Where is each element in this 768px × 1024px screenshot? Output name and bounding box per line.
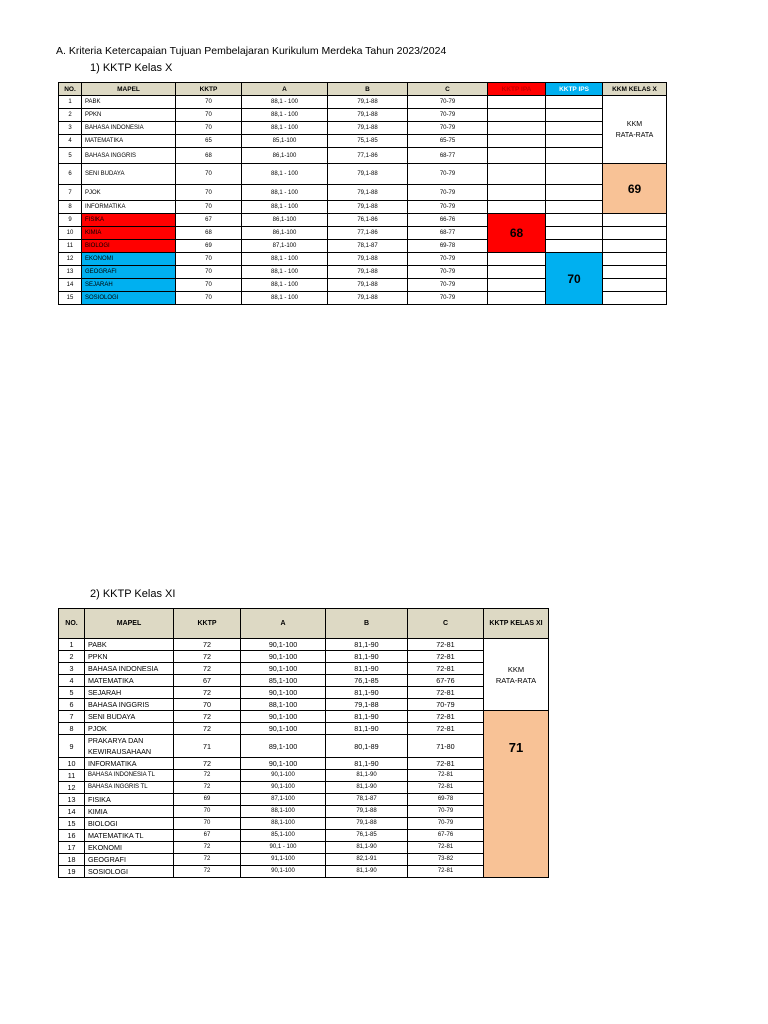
- cell-b: 79,1-88: [328, 109, 408, 122]
- header-kktp-ipa: KKTP IPA: [488, 83, 546, 96]
- cell-kktp: 70: [176, 185, 242, 201]
- cell-kktp: 71: [174, 735, 241, 758]
- header-a: A: [242, 83, 328, 96]
- table-row: [59, 148, 667, 164]
- table-row: [59, 735, 549, 758]
- cell-c: 71-80: [408, 735, 484, 758]
- cell-c: 70-79: [408, 185, 488, 201]
- cell-mapel: MATEMATIKA TL: [85, 830, 174, 842]
- cell-a: 90,1 - 100: [241, 842, 326, 854]
- cell-no: 9: [59, 214, 82, 227]
- cell-empty: [488, 148, 546, 164]
- cell-kktp: 72: [174, 854, 241, 866]
- cell-empty: [603, 227, 667, 240]
- cell-no: 6: [59, 164, 82, 185]
- table-header-row: [59, 83, 667, 96]
- cell-mapel: BAHASA INGGRIS TL: [85, 782, 174, 794]
- cell-b: 81,1-90: [326, 758, 408, 770]
- cell-mapel: PABK: [82, 96, 176, 109]
- table-row: [59, 122, 667, 135]
- header-c: C: [408, 83, 488, 96]
- kkm-label-line2: RATA-RATA: [615, 131, 654, 139]
- cell-a: 85,1-100: [242, 135, 328, 148]
- cell-a: 90,1-100: [241, 866, 326, 878]
- cell-no: 3: [59, 122, 82, 135]
- header-b: B: [328, 83, 408, 96]
- header-kktp: KKTP: [176, 83, 242, 96]
- cell-b: 81,1-90: [326, 866, 408, 878]
- cell-b: 81,1-90: [326, 663, 408, 675]
- cell-mapel: SOSIOLOGI: [85, 866, 174, 878]
- cell-no: 8: [59, 201, 82, 214]
- cell-mapel: INFORMATIKA: [82, 201, 176, 214]
- cell-empty: [546, 164, 603, 185]
- cell-c: 67-76: [408, 675, 484, 687]
- kktp-ipa-value: 68: [488, 214, 546, 253]
- cell-kktp: 70: [174, 806, 241, 818]
- cell-b: 82,1-91: [326, 854, 408, 866]
- cell-a: 90,1-100: [241, 711, 326, 723]
- cell-no: 18: [59, 854, 85, 866]
- cell-mapel: BIOLOGI: [82, 240, 176, 253]
- cell-b: 79,1-88: [328, 185, 408, 201]
- section-title-kelas-x: 1) KKTP Kelas X: [90, 62, 173, 74]
- cell-mapel: BAHASA INDONESIA TL: [85, 770, 174, 782]
- cell-no: 13: [59, 266, 82, 279]
- cell-mapel: PRAKARYA DAN KEWIRAUSAHAAN: [85, 735, 174, 758]
- cell-c: 68-77: [408, 227, 488, 240]
- cell-a: 88,1 - 100: [242, 164, 328, 185]
- cell-mapel: GEOGRAFI: [82, 266, 176, 279]
- cell-mapel: SEJARAH: [85, 687, 174, 699]
- cell-a: 90,1-100: [241, 639, 326, 651]
- cell-b: 81,1-90: [326, 842, 408, 854]
- cell-c: 72-81: [408, 866, 484, 878]
- table-row: [59, 782, 549, 794]
- kktp-kelas-x-table: [58, 82, 667, 305]
- cell-kktp: 70: [174, 818, 241, 830]
- cell-a: 90,1-100: [241, 651, 326, 663]
- cell-no: 9: [59, 735, 85, 758]
- cell-no: 14: [59, 806, 85, 818]
- kkm-label-line1: KKM: [507, 664, 525, 674]
- table-row: [59, 185, 667, 201]
- table-row: [59, 842, 549, 854]
- cell-a: 85,1-100: [241, 675, 326, 687]
- cell-a: 88,1 - 100: [242, 201, 328, 214]
- cell-no: 1: [59, 639, 85, 651]
- cell-a: 88,1-100: [241, 818, 326, 830]
- cell-b: 81,1-90: [326, 723, 408, 735]
- cell-no: 13: [59, 794, 85, 806]
- cell-empty: [546, 240, 603, 253]
- cell-mapel: SENI BUDAYA: [82, 164, 176, 185]
- cell-no: 2: [59, 651, 85, 663]
- cell-c: 72-81: [408, 651, 484, 663]
- cell-c: 72-81: [408, 770, 484, 782]
- cell-a: 86,1-100: [242, 214, 328, 227]
- cell-b: 75,1-85: [328, 135, 408, 148]
- cell-empty: [546, 185, 603, 201]
- cell-mapel: PPKN: [85, 651, 174, 663]
- cell-kktp: 68: [176, 227, 242, 240]
- cell-c: 70-79: [408, 266, 488, 279]
- cell-mapel: GEOGRAFI: [85, 854, 174, 866]
- cell-kktp: 70: [176, 122, 242, 135]
- cell-no: 16: [59, 830, 85, 842]
- cell-no: 12: [59, 782, 85, 794]
- cell-b: 79,1-88: [328, 266, 408, 279]
- cell-c: 72-81: [408, 842, 484, 854]
- cell-no: 5: [59, 687, 85, 699]
- cell-empty: [488, 253, 546, 266]
- cell-b: 81,1-90: [326, 770, 408, 782]
- cell-c: 67-76: [408, 830, 484, 842]
- cell-c: 66-76: [408, 214, 488, 227]
- cell-mapel: MATEMATIKA: [82, 135, 176, 148]
- cell-no: 8: [59, 723, 85, 735]
- cell-no: 15: [59, 818, 85, 830]
- cell-a: 88,1 - 100: [242, 96, 328, 109]
- cell-no: 3: [59, 663, 85, 675]
- cell-kktp: 68: [176, 148, 242, 164]
- cell-no: 7: [59, 711, 85, 723]
- cell-mapel: SENI BUDAYA: [85, 711, 174, 723]
- cell-mapel: BAHASA INGGRIS: [85, 699, 174, 711]
- cell-a: 90,1-100: [241, 687, 326, 699]
- table-row: [59, 639, 549, 651]
- header-c: C: [408, 609, 484, 639]
- cell-a: 91,1-100: [241, 854, 326, 866]
- cell-empty: [603, 214, 667, 227]
- cell-kktp: 67: [174, 675, 241, 687]
- cell-kktp: 70: [176, 201, 242, 214]
- cell-empty: [603, 266, 667, 279]
- cell-kktp: 72: [174, 639, 241, 651]
- cell-b: 79,1-88: [328, 201, 408, 214]
- cell-mapel: BAHASA INDONESIA: [85, 663, 174, 675]
- cell-b: 79,1-88: [328, 164, 408, 185]
- cell-empty: [603, 279, 667, 292]
- cell-b: 78,1-87: [326, 794, 408, 806]
- cell-c: 73-82: [408, 854, 484, 866]
- cell-c: 70-79: [408, 96, 488, 109]
- cell-mapel: KIMIA: [82, 227, 176, 240]
- cell-mapel: SEJARAH: [82, 279, 176, 292]
- cell-b: 79,1-88: [326, 699, 408, 711]
- cell-no: 10: [59, 227, 82, 240]
- cell-b: 79,1-88: [328, 292, 408, 305]
- table-row: [59, 866, 549, 878]
- table-row: [59, 201, 667, 214]
- cell-c: 65-75: [408, 135, 488, 148]
- table-row: [59, 109, 667, 122]
- cell-no: 15: [59, 292, 82, 305]
- cell-empty: [546, 122, 603, 135]
- cell-b: 81,1-90: [326, 782, 408, 794]
- cell-b: 76,1-85: [326, 675, 408, 687]
- cell-c: 70-79: [408, 253, 488, 266]
- cell-no: 11: [59, 770, 85, 782]
- cell-kktp: 70: [174, 699, 241, 711]
- cell-empty: [488, 96, 546, 109]
- table-header-row: [59, 609, 549, 639]
- cell-mapel: SOSIOLOGI: [82, 292, 176, 305]
- cell-b: 80,1-89: [326, 735, 408, 758]
- cell-empty: [488, 292, 546, 305]
- cell-kktp: 70: [176, 96, 242, 109]
- cell-c: 70-79: [408, 292, 488, 305]
- table-row: [59, 699, 549, 711]
- cell-c: 70-79: [408, 806, 484, 818]
- cell-kktp: 70: [176, 292, 242, 305]
- cell-empty: [603, 292, 667, 305]
- table-row: [59, 794, 549, 806]
- cell-c: 69-78: [408, 240, 488, 253]
- header-mapel: MAPEL: [82, 83, 176, 96]
- table-row: [59, 711, 549, 723]
- cell-b: 79,1-88: [328, 96, 408, 109]
- cell-no: 12: [59, 253, 82, 266]
- cell-kktp: 72: [174, 782, 241, 794]
- cell-mapel: BIOLOGI: [85, 818, 174, 830]
- cell-c: 70-79: [408, 201, 488, 214]
- cell-a: 90,1-100: [241, 770, 326, 782]
- cell-no: 2: [59, 109, 82, 122]
- cell-kktp: 70: [176, 279, 242, 292]
- cell-kktp: 69: [174, 794, 241, 806]
- cell-mapel: FISIKA: [82, 214, 176, 227]
- table-row: [59, 854, 549, 866]
- cell-no: 7: [59, 185, 82, 201]
- cell-empty: [488, 164, 546, 185]
- cell-no: 10: [59, 758, 85, 770]
- cell-b: 79,1-88: [326, 806, 408, 818]
- cell-empty: [546, 96, 603, 109]
- cell-b: 76,1-85: [326, 830, 408, 842]
- cell-c: 72-81: [408, 711, 484, 723]
- cell-c: 70-79: [408, 164, 488, 185]
- cell-no: 1: [59, 96, 82, 109]
- cell-kktp: 72: [174, 663, 241, 675]
- cell-mapel: BAHASA INDONESIA: [82, 122, 176, 135]
- kkm-rata-rata-label: [603, 96, 667, 164]
- header-kktp-ips: KKTP IPS: [546, 83, 603, 96]
- cell-b: 79,1-88: [328, 279, 408, 292]
- cell-mapel: PABK: [85, 639, 174, 651]
- cell-mapel: BAHASA INGGRIS: [82, 148, 176, 164]
- cell-c: 72-81: [408, 663, 484, 675]
- kkm-label-line2: RATA-RATA: [495, 675, 537, 685]
- table-row: [59, 164, 667, 185]
- table-row: [59, 663, 549, 675]
- cell-no: 19: [59, 866, 85, 878]
- cell-empty: [488, 279, 546, 292]
- cell-no: 4: [59, 675, 85, 687]
- kkm-rata-rata-label: [484, 639, 549, 711]
- cell-b: 79,1-88: [328, 253, 408, 266]
- cell-kktp: 72: [174, 687, 241, 699]
- cell-empty: [488, 109, 546, 122]
- cell-a: 86,1-100: [242, 148, 328, 164]
- cell-kktp: 65: [176, 135, 242, 148]
- cell-empty: [603, 240, 667, 253]
- cell-no: 4: [59, 135, 82, 148]
- cell-b: 81,1-90: [326, 687, 408, 699]
- cell-mapel: PJOK: [85, 723, 174, 735]
- cell-b: 79,1-88: [326, 818, 408, 830]
- table-row: [59, 687, 549, 699]
- cell-kktp: 70: [176, 109, 242, 122]
- cell-c: 72-81: [408, 639, 484, 651]
- table-row: [59, 227, 667, 240]
- cell-a: 90,1-100: [241, 663, 326, 675]
- table-row: [59, 240, 667, 253]
- cell-empty: [546, 135, 603, 148]
- cell-kktp: 67: [176, 214, 242, 227]
- cell-b: 77,1-86: [328, 227, 408, 240]
- table-row: [59, 214, 667, 227]
- header-no: NO.: [59, 83, 82, 96]
- cell-b: 76,1-86: [328, 214, 408, 227]
- kktp-ips-value: 70: [546, 253, 603, 305]
- cell-c: 72-81: [408, 758, 484, 770]
- cell-empty: [546, 109, 603, 122]
- header-kktp-kelas-xi: KKTP KELAS XI: [484, 609, 549, 639]
- cell-c: 72-81: [408, 723, 484, 735]
- cell-a: 86,1-100: [242, 227, 328, 240]
- cell-a: 90,1-100: [241, 758, 326, 770]
- cell-b: 81,1-90: [326, 639, 408, 651]
- document-heading: A. Kriteria Ketercapaian Tujuan Pembelajaran Kurikulum Merdeka Tahun 2023/2024: [56, 45, 447, 57]
- cell-empty: [546, 214, 603, 227]
- cell-c: 70-79: [408, 818, 484, 830]
- cell-kktp: 72: [174, 651, 241, 663]
- table-row: [59, 770, 549, 782]
- cell-a: 88,1 - 100: [242, 109, 328, 122]
- table-row: [59, 675, 549, 687]
- header-b: B: [326, 609, 408, 639]
- cell-a: 90,1-100: [241, 723, 326, 735]
- cell-mapel: INFORMATIKA: [85, 758, 174, 770]
- table-row: [59, 806, 549, 818]
- cell-empty: [603, 253, 667, 266]
- header-no: NO.: [59, 609, 85, 639]
- cell-empty: [546, 201, 603, 214]
- table-row: [59, 758, 549, 770]
- cell-kktp: 70: [176, 266, 242, 279]
- cell-a: 88,1-100: [241, 806, 326, 818]
- cell-kktp: 70: [176, 164, 242, 185]
- cell-c: 70-79: [408, 279, 488, 292]
- cell-c: 72-81: [408, 687, 484, 699]
- cell-kktp: 67: [174, 830, 241, 842]
- cell-a: 85,1-100: [241, 830, 326, 842]
- cell-b: 81,1-90: [326, 711, 408, 723]
- cell-a: 87,1-100: [242, 240, 328, 253]
- table-row: [59, 818, 549, 830]
- cell-empty: [546, 227, 603, 240]
- section-title-kelas-xi: 2) KKTP Kelas XI: [90, 588, 176, 600]
- cell-a: 88,1 - 100: [242, 122, 328, 135]
- cell-b: 77,1-86: [328, 148, 408, 164]
- cell-empty: [488, 135, 546, 148]
- header-kktp: KKTP: [174, 609, 241, 639]
- cell-c: 72-81: [408, 782, 484, 794]
- cell-b: 79,1-88: [328, 122, 408, 135]
- cell-b: 81,1-90: [326, 651, 408, 663]
- header-mapel: MAPEL: [85, 609, 174, 639]
- kkm-label-line1: KKM: [626, 120, 643, 128]
- cell-empty: [488, 266, 546, 279]
- cell-a: 88,1 - 100: [242, 266, 328, 279]
- cell-mapel: PJOK: [82, 185, 176, 201]
- cell-empty: [488, 122, 546, 135]
- cell-no: 6: [59, 699, 85, 711]
- cell-kktp: 69: [176, 240, 242, 253]
- cell-a: 88,1 - 100: [242, 292, 328, 305]
- cell-kktp: 70: [176, 253, 242, 266]
- cell-no: 17: [59, 842, 85, 854]
- cell-a: 89,1-100: [241, 735, 326, 758]
- kktp-kelas-xi-value: 71: [484, 711, 549, 878]
- cell-mapel: MATEMATIKA: [85, 675, 174, 687]
- cell-c: 70-79: [408, 699, 484, 711]
- cell-a: 88,1 - 100: [242, 253, 328, 266]
- table-row: [59, 651, 549, 663]
- cell-empty: [546, 148, 603, 164]
- cell-a: 88,1-100: [241, 699, 326, 711]
- cell-b: 78,1-87: [328, 240, 408, 253]
- cell-kktp: 72: [174, 842, 241, 854]
- cell-kktp: 72: [174, 711, 241, 723]
- kkm-kelas-x-value: 69: [603, 164, 667, 214]
- cell-kktp: 72: [174, 723, 241, 735]
- cell-mapel: EKONOMI: [82, 253, 176, 266]
- cell-mapel: KIMIA: [85, 806, 174, 818]
- cell-a: 90,1-100: [241, 782, 326, 794]
- cell-mapel: EKONOMI: [85, 842, 174, 854]
- header-kkm-kelas-x: KKM KELAS X: [603, 83, 667, 96]
- cell-no: 14: [59, 279, 82, 292]
- table-row: [59, 96, 667, 109]
- cell-kktp: 72: [174, 758, 241, 770]
- header-a: A: [241, 609, 326, 639]
- cell-no: 11: [59, 240, 82, 253]
- table-row: [59, 723, 549, 735]
- cell-no: 5: [59, 148, 82, 164]
- cell-a: 87,1-100: [241, 794, 326, 806]
- cell-empty: [488, 185, 546, 201]
- cell-kktp: 72: [174, 866, 241, 878]
- cell-c: 68-77: [408, 148, 488, 164]
- cell-c: 70-79: [408, 122, 488, 135]
- cell-a: 88,1 - 100: [242, 185, 328, 201]
- cell-c: 69-78: [408, 794, 484, 806]
- kktp-kelas-xi-table: [58, 608, 549, 878]
- cell-a: 88,1 - 100: [242, 279, 328, 292]
- cell-mapel: FISIKA: [85, 794, 174, 806]
- cell-mapel: PPKN: [82, 109, 176, 122]
- cell-c: 70-79: [408, 109, 488, 122]
- table-row: [59, 135, 667, 148]
- table-row: [59, 253, 667, 266]
- cell-empty: [488, 201, 546, 214]
- cell-kktp: 72: [174, 770, 241, 782]
- table-row: [59, 830, 549, 842]
